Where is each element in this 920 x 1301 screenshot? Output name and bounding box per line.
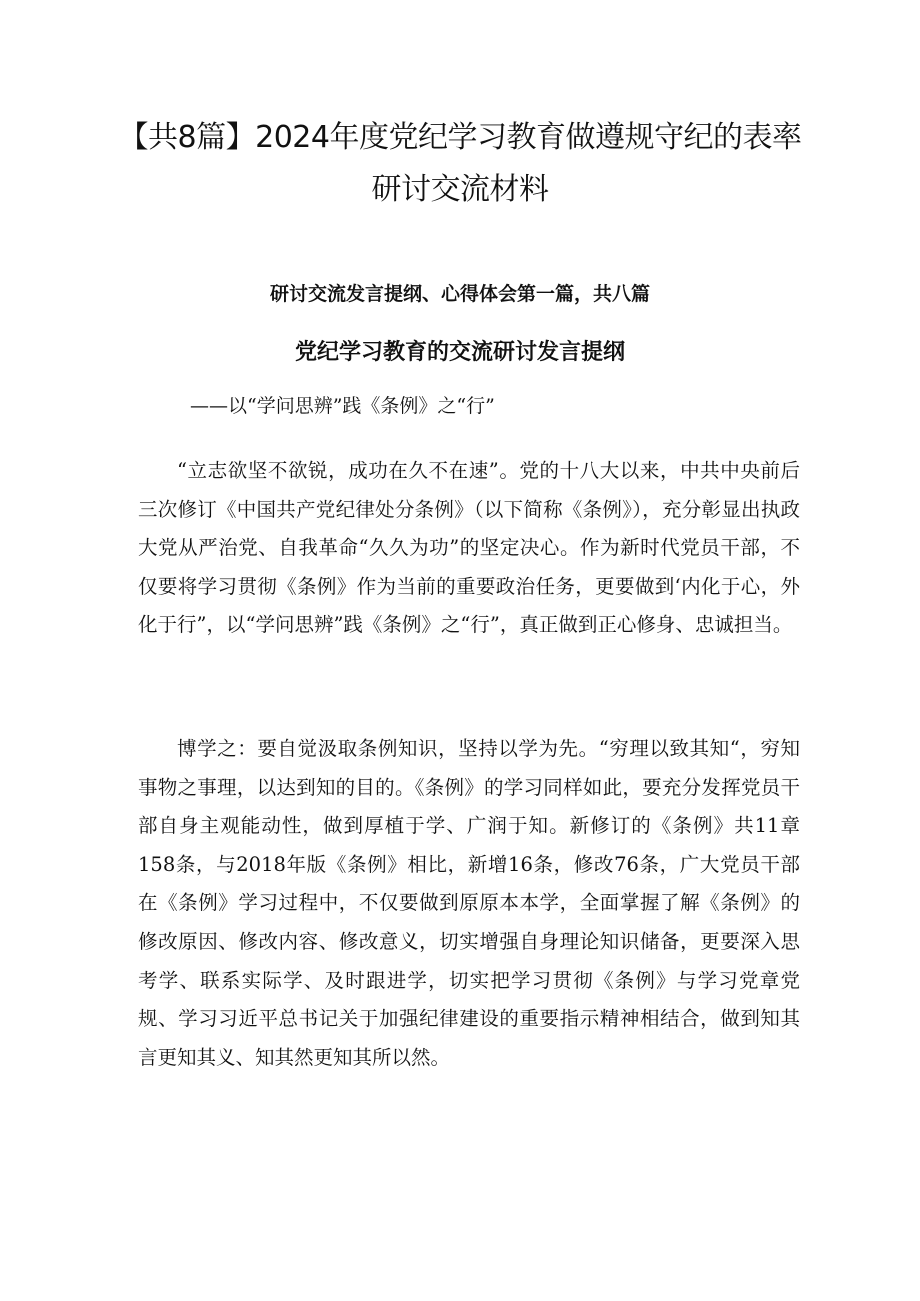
- section-title: 党纪学习教育的交流研讨发言提纲: [294, 340, 625, 365]
- body-paragraph-2: 博学之：要自觉汲取条例知识，坚持以学为先。“穷理以致其知“，穷知事物之事理，以达到知的目的。《条例》的学习同样如此，要充分发挥党员干部自身主观能动性，做到厚植于学、广润于知。新修订的《条例》共11章158条，与2018年版《条例》相比，新增16条，修改76条，广大党员干部在《条例》学习过程中，不仅要做到原原本本学，全面掌握了解《条例》的修改原因、修改内容、修改意义，切实增强自身理论知识储备，更要深入思考学、联系实际学、及时跟进学，切实把学习贯彻《条例》与学习党章党规、学习习近平总书记关于加强纪律建设的重要指示精神相结合，做到知其言更知其义、知其然更知其所以然。: [138, 737, 800, 1069]
- section-subtitle: ——以“学问思辨”践《条例》之“行”: [190, 395, 495, 417]
- body-paragraph-1: “立志欲坚不欲锐，成功在久不在速”。党的十八大以来，中共中央前后三次修订《中国共产党纪律处分条例》（以下简称《条例》），充分彰显出执政大党从严治党、自我革命“久久为功”的坚定决心。作为新时代党员干部，不仅要将学习贯彻《条例》作为当前的重要政治任务，更要做到‘内化于心，外化于行”，以“学问思辨”践《条例》之“行”，真正做到正心修身、忠诚担当。: [138, 459, 800, 637]
- document-subtitle: 研讨交流发言提纲、心得体会第一篇，共八篇: [269, 283, 650, 305]
- document-title: 【共8篇】2024年度党纪学习教育做遵规守纪的表率研讨交流材料: [118, 120, 802, 207]
